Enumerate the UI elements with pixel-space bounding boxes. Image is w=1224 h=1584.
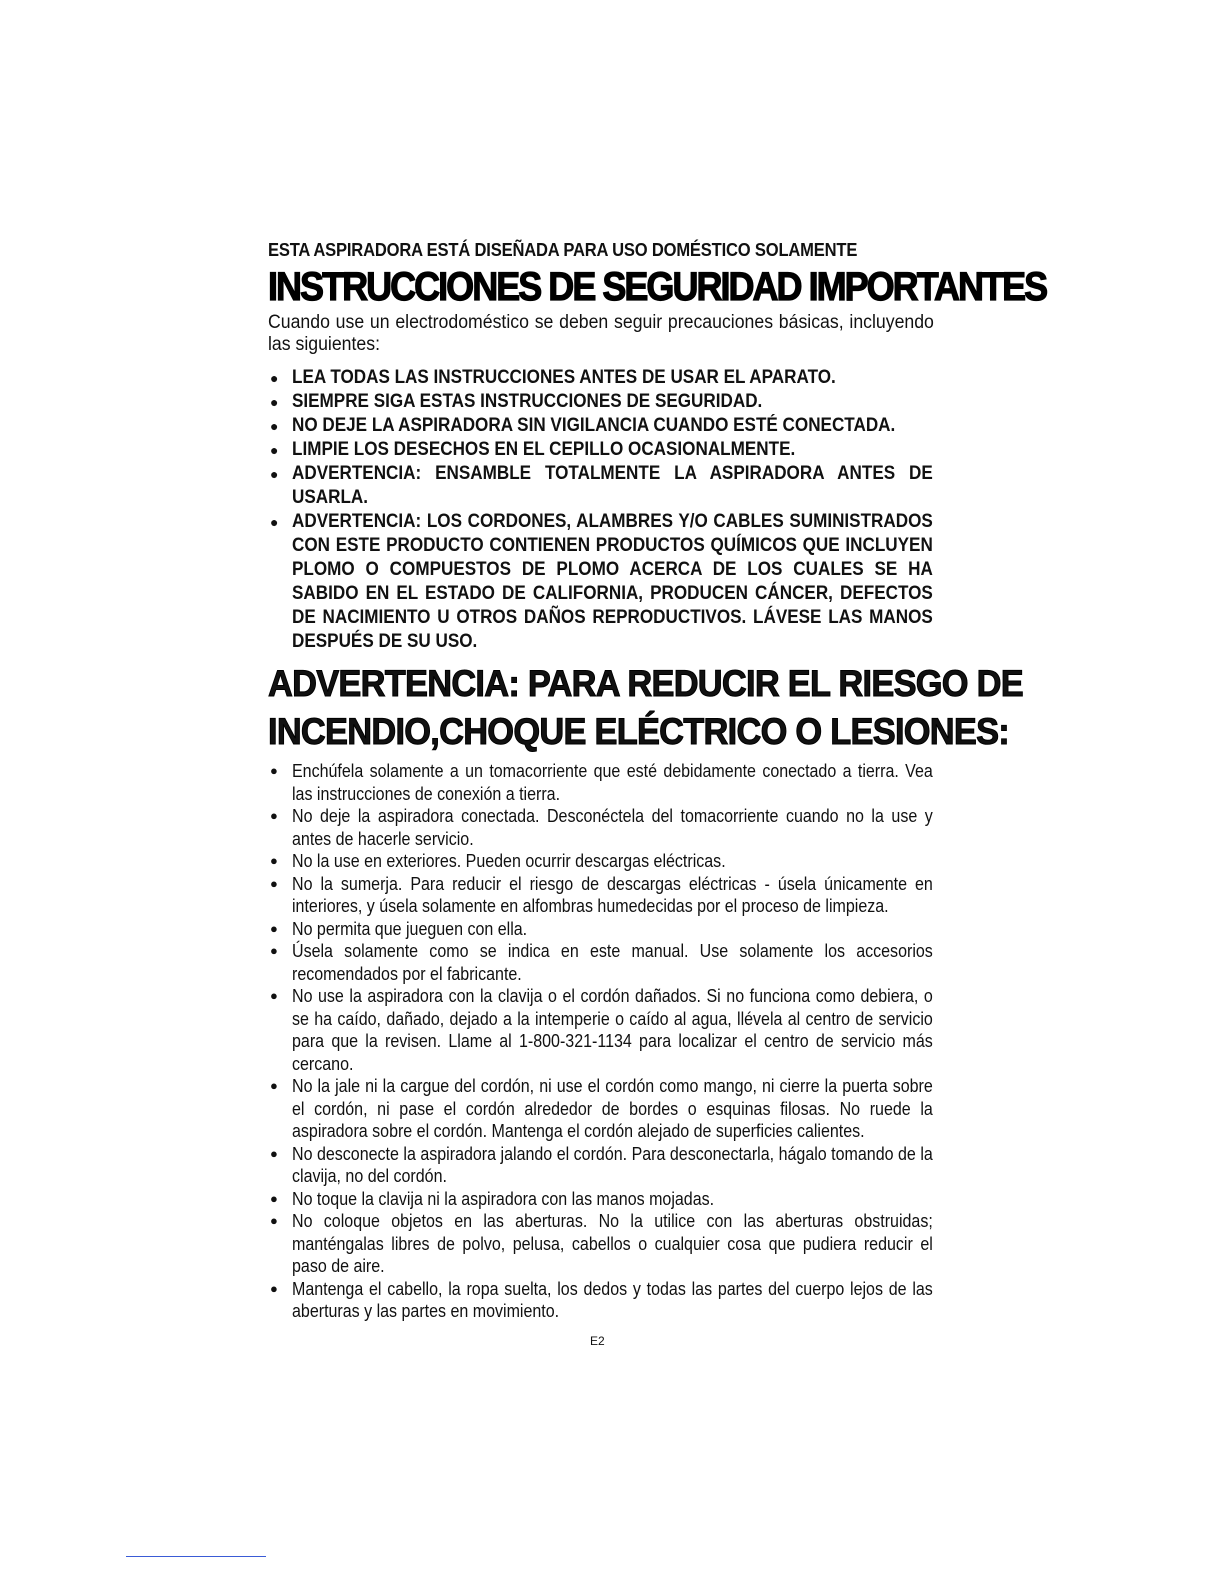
page-number: E2: [590, 1334, 605, 1348]
list-item: ● No use la aspiradora con la clavija o el cordón dañados. Si no funciona como debiera, o se ha caído, dañado, dejado a la intemperie o caído al agua, llévela al centro de servicio para que la revisen. Llame al 1-800-321-1134 para localizar el centro de servicio más cercano.: [270, 986, 933, 1074]
bullet-icon: ●: [270, 1213, 278, 1228]
list-item: ● No deje la aspiradora conectada. Desconéctela del tomacorriente cuando no la use y antes de hacerle servicio.: [270, 806, 933, 849]
bullet-icon: ●: [270, 394, 279, 410]
bullet-icon: ●: [270, 808, 278, 823]
warning-heading-line-2: INCENDIO,CHOQUE ELÉCTRICO O LESIONES:: [268, 711, 1010, 752]
safety-list: [268, 366, 934, 654]
intro-paragraph: Cuando use un electrodoméstico se deben seguir precauciones básicas, incluyendo las siguientes:: [268, 312, 934, 355]
page-title: INSTRUCCIONES DE SEGURIDAD IMPORTANTES: [268, 265, 1047, 309]
list-item: ● No toque la clavija ni la aspiradora con las manos mojadas.: [270, 1188, 715, 1209]
list-item: ● Úsela solamente como se indica en este manual. Use solamente los accesorios recomendados por el fabricante.: [270, 941, 933, 984]
list-item: ● Enchúfela solamente a un tomacorriente que esté debidamente conectado a tierra. Vea las instrucciones de conexión a tierra.: [270, 761, 933, 804]
bullet-icon: ●: [270, 1190, 278, 1206]
bullet-icon: ●: [270, 1078, 278, 1093]
bullet-icon: ●: [270, 466, 279, 482]
list-item: ● No desconecte la aspiradora jalando el cordón. Para desconectarla, hágalo tomando de la clavija, no del cordón.: [270, 1143, 933, 1186]
bullet-icon: ●: [270, 763, 278, 778]
warning-heading-line-1: ADVERTENCIA: PARA REDUCIR EL RIESGO DE: [268, 663, 1023, 704]
bullet-icon: ●: [270, 943, 278, 958]
list-item: ● ADVERTENCIA: LOS CORDONES, ALAMBRES Y/O CABLES SUMINISTRADOS CON ESTE PRODUCTO CONTIENEN PRODUCTOS QUÍMICOS QUE INCLUYEN PLOMO O COMPUESTOS DE PLOMO ACERCA DE LOS CUALES SE HA SABIDO EN EL ESTADO DE CALIFORNIA, PRODUCEN CÁNCER, DEFECTOS DE NACIMIENTO U OTROS DAÑOS REPRODUCTIVOS. LÁVESE LAS MANOS DESPUÉS DE SU USO.: [270, 511, 933, 652]
list-item: ● NO DEJE LA ASPIRADORA SIN VIGILANCIA CUANDO ESTÉ CONECTADA.: [270, 415, 896, 436]
bullet-icon: ●: [270, 853, 278, 868]
list-item: ● SIEMPRE SIGA ESTAS INSTRUCCIONES DE SEGURIDAD.: [270, 391, 763, 412]
household-use-notice: ESTA ASPIRADORA ESTÁ DISEÑADA PARA USO DOMÉSTICO SOLAMENTE: [268, 240, 858, 260]
list-item: ● No coloque objetos en las aberturas. No la utilice con las aberturas obstruidas; manténgalas libres de polvo, pelusa, cabellos o cualquier cosa que pudiera reducir el paso de aire.: [270, 1211, 933, 1276]
bullet-icon: ●: [270, 1280, 278, 1296]
bullet-icon: ●: [270, 418, 279, 434]
list-item: ● Mantenga el cabello, la ropa suelta, los dedos y todas las partes del cuerpo lejos de las aberturas y las partes en movimiento.: [270, 1278, 933, 1321]
corner-rule-divider: [126, 1556, 266, 1557]
bullet-icon: ●: [270, 875, 278, 891]
list-item: ● ADVERTENCIA: ENSAMBLE TOTALMENTE LA ASPIRADORA ANTES DE USARLA.: [270, 463, 933, 508]
bullet-icon: ●: [270, 442, 279, 458]
manual-page: [268, 238, 1047, 1323]
bullet-icon: ●: [270, 988, 278, 1003]
bullet-icon: ●: [270, 370, 279, 386]
list-item: ● LIMPIE LOS DESECHOS EN EL CEPILLO OCASIONALMENTE.: [270, 439, 796, 460]
bullet-icon: ●: [270, 514, 279, 530]
list-item: ● LEA TODAS LAS INSTRUCCIONES ANTES DE USAR EL APARATO.: [270, 367, 836, 388]
bullet-icon: ●: [270, 920, 278, 936]
list-item: ● No la jale ni la cargue del cordón, ni use el cordón como mango, ni cierre la puerta sobre el cordón, ni pase el cordón alrededor de bordes o esquinas filosas. No ruede la aspiradora sobre el cordón. Mantenga el cordón alejado de superficies calientes.: [270, 1076, 933, 1141]
bullet-icon: ●: [270, 1145, 278, 1161]
list-item: ● No permita que jueguen con ella.: [270, 918, 528, 939]
warning-list: [268, 760, 934, 1323]
warning-heading: [268, 660, 1023, 756]
list-item: ● No la use en exteriores. Pueden ocurrir descargas eléctricas.: [270, 851, 726, 871]
list-item: ● No la sumerja. Para reducir el riesgo de descargas eléctricas - úsela únicamente en interiores, y úsela solamente en alfombras humedecidas por el proceso de limpieza.: [270, 873, 933, 916]
